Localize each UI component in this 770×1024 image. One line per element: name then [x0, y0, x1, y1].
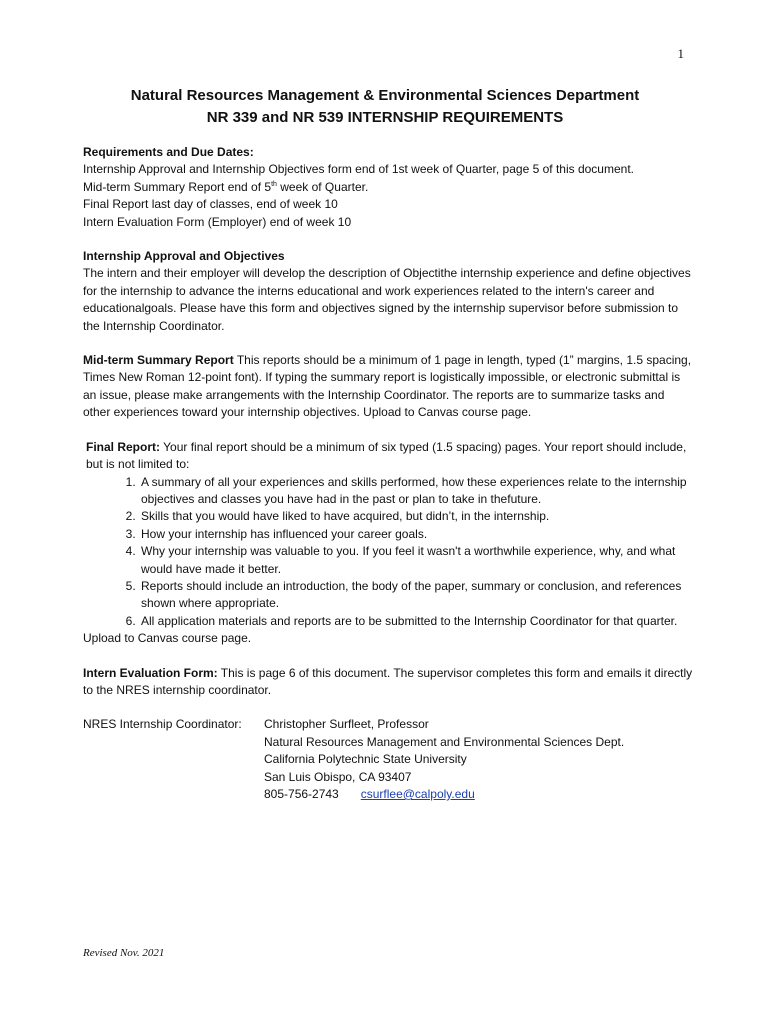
final-report-section	[83, 439, 693, 648]
evaluation-heading: Intern Evaluation Form:	[83, 665, 218, 680]
final-report-heading: Final Report:	[86, 439, 160, 454]
requirement-final: Final Report last day of classes, end of week 10	[83, 197, 338, 212]
list-item: 1. A summary of all your experiences and skills performed, how these experiences relate to the internship objectives and classes you have had in the past or plan to take in thefuture.	[139, 474, 693, 509]
coordinator-phone: 805-756-2743	[264, 787, 339, 801]
coordinator-label: NRES Internship Coordinator:	[83, 717, 242, 732]
requirement-approval: Internship Approval and Internship Objectives form end of 1st week of Quarter, page 5 of this document.	[83, 162, 634, 177]
coordinator-city: San Luis Obispo, CA 93407	[264, 769, 412, 784]
approval-body: The intern and their employer will develop the description of Objectithe internship experience and define objectives for the internship to advance the interns educational and work experiences related to the intern's career and educationalgoals. Please have this form and objectives signed by the internship supervisor before submission to the Internship Coordinator.	[83, 266, 691, 333]
requirement-evaluation: Intern Evaluation Form (Employer) end of week 10	[83, 214, 352, 229]
list-item: 5. Reports should include an introduction, the body of the paper, summary or conclusion, and references shown where appropriate.	[139, 578, 693, 613]
approval-heading: Internship Approval and Objectives	[83, 249, 285, 264]
coordinator-email-link[interactable]: csurflee@calpoly.edu	[360, 787, 475, 801]
document-title	[0, 85, 770, 129]
document-body	[83, 144, 693, 820]
requirements-heading: Requirements and Due Dates:	[83, 145, 254, 159]
title-requirements: NR 339 and NR 539 INTERNSHIP REQUIREMENTS	[206, 109, 564, 126]
midterm-section	[83, 352, 693, 422]
requirement-midterm-superscript: th	[271, 180, 277, 188]
coordinator-department: Natural Resources Management and Environmental Sciences Dept.	[264, 734, 625, 749]
requirement-midterm-text: Mid-term Summary Report end of 5	[83, 179, 272, 194]
requirement-midterm-text-end: week of Quarter.	[276, 179, 369, 194]
final-report-list	[86, 474, 693, 631]
evaluation-section	[83, 665, 693, 700]
approval-section	[83, 248, 693, 335]
evaluation-paragraph	[83, 665, 693, 700]
list-item: 3. How your internship has influenced your career goals.	[139, 526, 693, 543]
midterm-heading: Mid-term Summary Report	[83, 353, 234, 368]
list-item: 6. All application materials and reports are to be submitted to the Internship Coordinator for that quarter.	[139, 613, 693, 630]
coordinator-university: California Polytechnic State University	[264, 752, 467, 767]
coordinator-name: Christopher Surfleet, Professor	[264, 717, 429, 732]
page-number: 1	[677, 46, 684, 61]
coordinator-details	[264, 716, 693, 803]
requirements-section	[83, 144, 693, 231]
coordinator-contact	[264, 786, 693, 803]
requirement-midterm	[83, 179, 693, 196]
list-item: 4. Why your internship was valuable to you. If you feel it wasn't a worthwhile experience, why, and what would have made it better.	[139, 543, 693, 578]
midterm-paragraph	[83, 352, 693, 422]
evaluation-body: This is page 6 of this document. The supervisor completes this form and emails it directly to the NRES internship coordinator.	[83, 665, 693, 697]
midterm-body: This reports should be a minimum of 1 page in length, typed (1” margins, 1.5 spacing, Times New Roman 12-point font). If typing the summary report is logistically impossible, or electronic submittal is an issue, please make arrangements with the Internship Coordinator. The reports are to summarize tasks and other experiences toward your internship objectives. Upload to Canvas course page.	[83, 353, 692, 420]
coordinator-section	[83, 716, 693, 803]
revision-footer: Revised Nov. 2021	[83, 947, 165, 959]
final-report-intro	[86, 439, 693, 474]
final-report-intro-text: Your final report should be a minimum of six typed (1.5 spacing) pages. Your report should include, but is not limited to:	[86, 439, 687, 472]
final-report-upload: Upload to Canvas course page.	[83, 631, 252, 646]
list-item: 2. Skills that you would have liked to have acquired, but didn’t, in the internship.	[139, 508, 693, 525]
title-department: Natural Resources Management & Environmental Sciences Department	[130, 87, 640, 104]
